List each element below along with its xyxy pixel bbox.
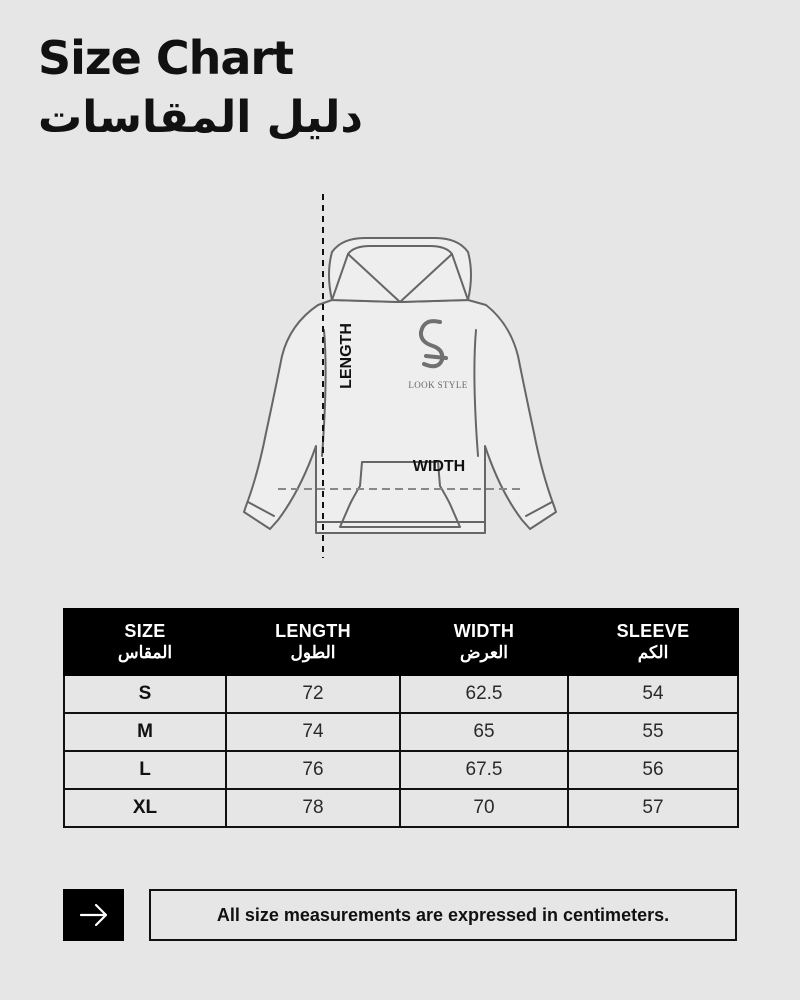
arrow-indicator bbox=[63, 889, 124, 941]
table-header-row bbox=[64, 609, 738, 675]
sleeve-cell: 57 bbox=[568, 789, 738, 827]
hoodie-diagram bbox=[230, 186, 570, 570]
measurement-note-box bbox=[149, 889, 737, 941]
sleeve-cell: 55 bbox=[568, 713, 738, 751]
length-cell: 78 bbox=[226, 789, 400, 827]
header-length-ar: الطول bbox=[290, 643, 336, 662]
size-cell: S bbox=[64, 675, 226, 713]
arrow-right-icon bbox=[79, 903, 109, 927]
length-cell: 74 bbox=[226, 713, 400, 751]
header-width-en: WIDTH bbox=[453, 621, 515, 641]
header-size-ar: المقاس bbox=[117, 643, 173, 662]
hoodie-measurement-illustration bbox=[230, 186, 570, 570]
header-length-en: LENGTH bbox=[275, 621, 351, 641]
size-cell: XL bbox=[64, 789, 226, 827]
table-row bbox=[64, 713, 738, 751]
table-row bbox=[64, 789, 738, 827]
header-size bbox=[64, 609, 226, 675]
header-size-en: SIZE bbox=[124, 621, 166, 641]
measurement-note: All size measurements are expressed in centimeters. bbox=[216, 905, 670, 925]
sleeve-cell: 56 bbox=[568, 751, 738, 789]
header-sleeve-en: SLEEVE bbox=[616, 621, 690, 641]
header-width bbox=[400, 609, 568, 675]
width-label: WIDTH bbox=[412, 458, 466, 475]
table-row bbox=[64, 751, 738, 789]
header-width-ar: العرض bbox=[459, 643, 509, 662]
hood-inner-outline bbox=[332, 246, 468, 302]
table-row bbox=[64, 675, 738, 713]
header-length bbox=[226, 609, 400, 675]
header-sleeve-ar: الكم bbox=[637, 643, 669, 662]
size-cell: M bbox=[64, 713, 226, 751]
page-title-arabic: دليل المقاسات bbox=[38, 92, 363, 143]
page-title-english: Size Chart bbox=[38, 31, 294, 85]
width-cell: 70 bbox=[400, 789, 568, 827]
brand-name: LOOK STYLE bbox=[408, 380, 468, 390]
hoodie-body-outline bbox=[244, 300, 556, 533]
header-sleeve bbox=[568, 609, 738, 675]
size-cell: L bbox=[64, 751, 226, 789]
width-cell: 67.5 bbox=[400, 751, 568, 789]
length-cell: 72 bbox=[226, 675, 400, 713]
size-table bbox=[63, 608, 739, 828]
length-label: LENGTH bbox=[338, 323, 355, 389]
width-cell: 62.5 bbox=[400, 675, 568, 713]
width-cell: 65 bbox=[400, 713, 568, 751]
sleeve-cell: 54 bbox=[568, 675, 738, 713]
length-cell: 76 bbox=[226, 751, 400, 789]
